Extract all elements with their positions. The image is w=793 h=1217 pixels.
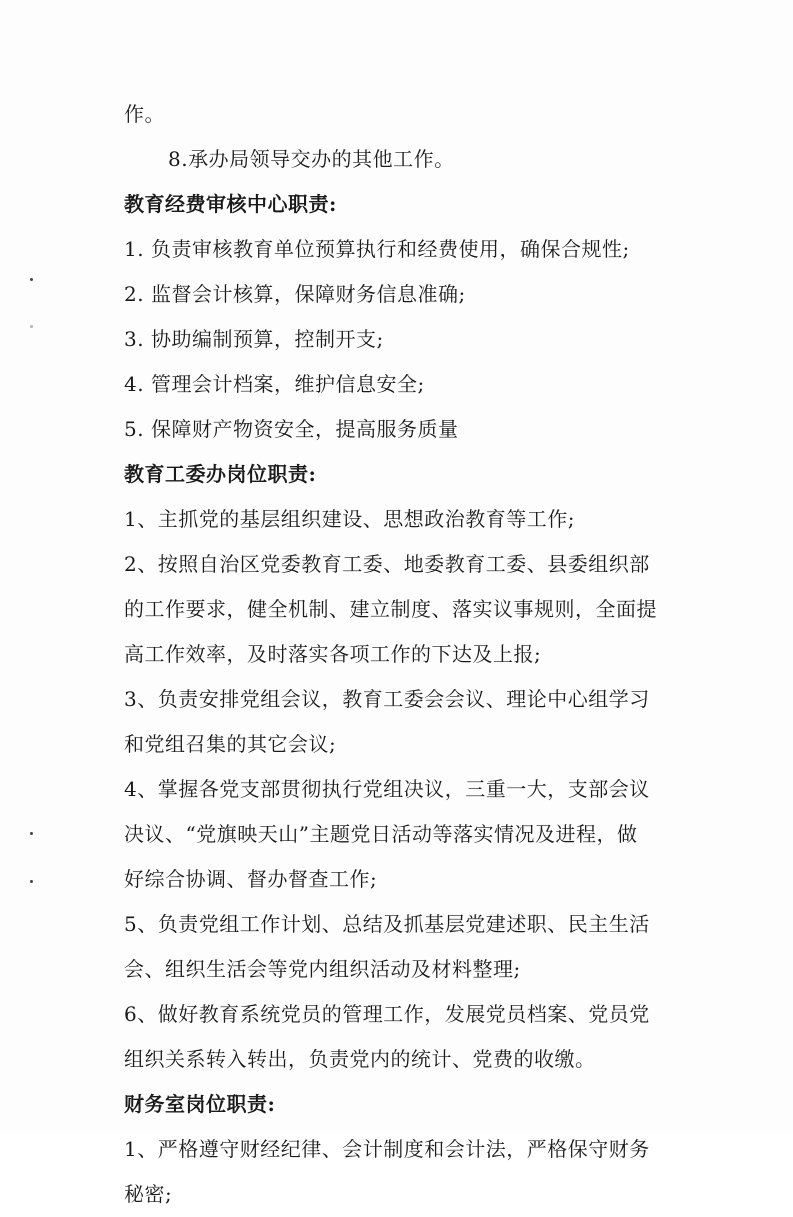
list-item: 2、按照自治区党委教育工委、地委教育工委、县委组织部 xyxy=(124,552,650,576)
section-heading: 教育工委办岗位职责: xyxy=(124,462,317,486)
scan-speck xyxy=(30,325,33,328)
text-line: 的工作要求，健全机制、建立制度、落实议事规则，全面提 xyxy=(124,597,657,621)
list-item: 5. 保障财产物资安全，提高服务质量 xyxy=(124,417,459,441)
text-line: 组织关系转入转出，负责党内的统计、党费的收缴。 xyxy=(124,1047,596,1071)
text-line: 8.承办局领导交办的其他工作。 xyxy=(168,147,455,171)
list-item: 4. 管理会计档案，维护信息安全; xyxy=(124,372,425,396)
document-body xyxy=(124,92,684,1217)
section-heading: 财务室岗位职责: xyxy=(124,1092,276,1116)
scan-speck xyxy=(30,880,33,883)
scan-speck xyxy=(30,832,33,835)
text-line: 会、组织生活会等党内组织活动及材料整理; xyxy=(124,957,521,981)
section-heading: 教育经费审核中心职责: xyxy=(124,192,337,216)
list-item: 3. 协助编制预算，控制开支; xyxy=(124,327,384,351)
list-item: 4、掌握各党支部贯彻执行党组决议，三重一大，支部会议 xyxy=(124,777,650,801)
list-item: 5、负责党组工作计划、总结及抓基层党建述职、民主生活 xyxy=(124,912,650,936)
list-item: 1、主抓党的基层组织建设、思想政治教育等工作; xyxy=(124,507,575,531)
list-item: 1. 负责审核教育单位预算执行和经费使用，确保合规性; xyxy=(124,237,630,261)
text-line: 和党组召集的其它会议; xyxy=(124,732,337,756)
text-line: 好综合协调、督办督查工作; xyxy=(124,867,378,891)
list-item: 3、负责安排党组会议，教育工委会会议、理论中心组学习 xyxy=(124,687,650,711)
text-line: 作。 xyxy=(124,102,165,126)
list-item: 1、严格遵守财经纪律、会计制度和会计法，严格保守财务 xyxy=(124,1137,650,1161)
text-line: 决议、“党旗映天山”主题党日活动等落实情况及进程，做 xyxy=(124,822,638,846)
scan-speck xyxy=(30,278,33,281)
list-item: 6、做好教育系统党员的管理工作，发展党员档案、党员党 xyxy=(124,1002,650,1026)
list-item: 2. 监督会计核算，保障财务信息准确; xyxy=(124,282,466,306)
text-line: 高工作效率，及时落实各项工作的下达及上报; xyxy=(124,642,542,666)
text-line: 秘密; xyxy=(124,1182,173,1206)
